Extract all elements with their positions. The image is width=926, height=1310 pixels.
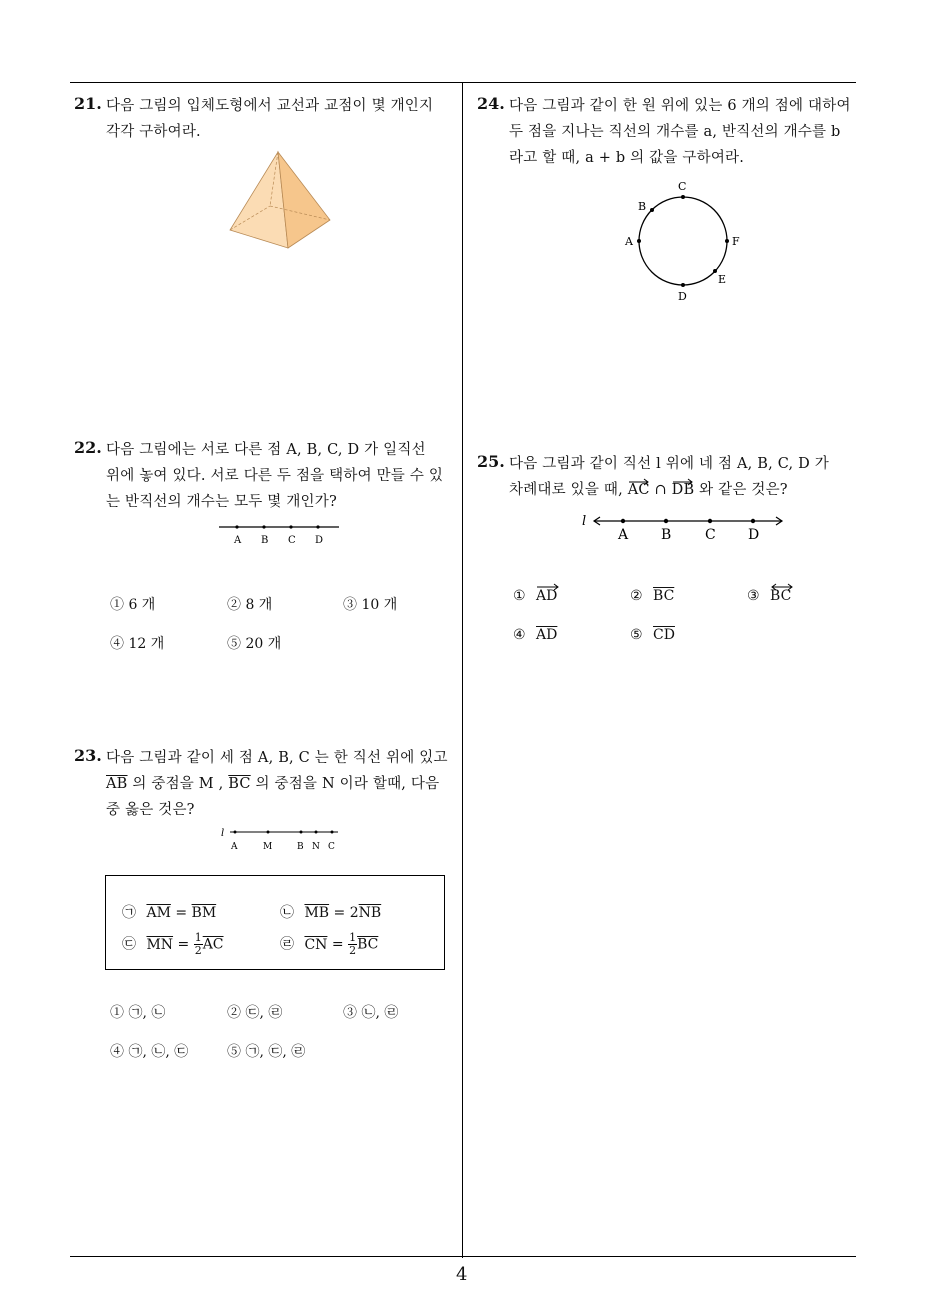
- circle-point-c: C: [678, 180, 687, 193]
- q25-choice-1[interactable]: ① AD: [513, 588, 557, 604]
- point-label-b: B: [261, 535, 269, 546]
- segment-ab: $\overline{AB}$: [106, 776, 128, 792]
- line-name: l: [221, 828, 225, 839]
- question-23-line-3: 중 옳은 것은?: [106, 802, 195, 818]
- q25-choice-2[interactable]: ② $\overline{BC}$: [630, 588, 675, 604]
- question-22-line-3: 는 반직선의 개수는 모두 몇 개인가?: [106, 494, 337, 510]
- circle-point-d: D: [678, 290, 687, 303]
- question-23-line-2: $\overline{AB}$ 의 중점을 M , $\overline{BC}$ 의 중점을 N 이라 할때, 다음: [106, 776, 440, 792]
- line-amb-nc-figure: [218, 824, 343, 854]
- circle-point-a: A: [625, 235, 633, 248]
- circle-point-f: F: [732, 235, 740, 248]
- question-22-line-1: 다음 그림에는 서로 다른 점 A, B, C, D 가 일직선: [106, 442, 426, 458]
- question-22-number: 22.: [74, 438, 102, 457]
- question-21-number: 21.: [74, 94, 102, 113]
- q23-choice-5[interactable]: ⑤ ㉠, ㉢, ㉣: [227, 1044, 306, 1060]
- q23-choice-3[interactable]: ③ ㉡, ㉣: [343, 1005, 399, 1021]
- points-on-line-figure: [215, 520, 345, 550]
- statement-3: ㉢ $\overline{MN}$ = $\frac{1}{2}$ $\overline{AC}$: [122, 931, 224, 957]
- bottom-rule: [70, 1256, 856, 1257]
- q22-choice-2[interactable]: ② 8 개: [227, 597, 273, 613]
- page-number: 4: [456, 1264, 468, 1285]
- statements-box: [105, 875, 445, 970]
- q25-choice-3[interactable]: ③ BC: [747, 588, 791, 604]
- line-abcd-figure: [578, 508, 793, 546]
- q25-choice-5[interactable]: ⑤ $\overline{CD}$: [630, 627, 675, 643]
- statement-4: ㉣ $\overline{CN}$ = $\frac{1}{2}$ $\overline{BC}$: [280, 931, 379, 957]
- line-name: l: [582, 514, 587, 529]
- ray-ac: AC: [627, 482, 650, 498]
- point-label-d: D: [315, 535, 324, 546]
- ray-db: DB: [671, 482, 695, 498]
- question-24-line-1: 다음 그림과 같이 한 원 위에 있는 6 개의 점에 대하여: [509, 98, 851, 114]
- point-label-b: B: [661, 527, 672, 543]
- double-arrow-icon: [770, 583, 794, 591]
- question-24-number: 24.: [477, 94, 505, 113]
- question-21-line-1: 다음 그림의 입체도형에서 교선과 교점이 몇 개인지: [106, 98, 434, 114]
- ray-arrow-icon: [536, 583, 560, 591]
- point-label-c: C: [705, 527, 716, 543]
- q23-choice-2[interactable]: ② ㉢, ㉣: [227, 1005, 283, 1021]
- point-label-c: C: [288, 535, 296, 546]
- question-21-line-2: 각각 구하여라.: [106, 124, 201, 140]
- circle-point-e: E: [718, 273, 727, 286]
- point-label-c: C: [328, 842, 335, 852]
- question-24-line-2: 두 점을 지나는 직선의 개수를 a, 반직선의 개수를 b: [509, 124, 841, 140]
- q22-choice-4[interactable]: ④ 12 개: [110, 636, 165, 652]
- question-23-line-1: 다음 그림과 같이 세 점 A, B, C 는 한 직선 위에 있고: [106, 750, 448, 766]
- q22-choice-1[interactable]: ① 6 개: [110, 597, 156, 613]
- q22-choice-3[interactable]: ③ 10 개: [343, 597, 398, 613]
- statement-1: ㉠ $\overline{AM} = \overline{BM}$: [122, 905, 217, 921]
- q22-choice-5[interactable]: ⑤ 20 개: [227, 636, 282, 652]
- question-25-line-2: 차례대로 있을 때, AC ∩ DB 와 같은 것은?: [509, 478, 788, 499]
- circle-point-b: B: [638, 200, 647, 213]
- segment-bc: $\overline{BC}$: [228, 776, 251, 792]
- point-label-n: N: [312, 842, 320, 852]
- column-divider: [462, 82, 463, 1258]
- point-label-b: B: [297, 842, 304, 852]
- statement-2: ㉡ $\overline{MB} = 2\overline{NB}$: [280, 905, 382, 921]
- point-label-a: A: [231, 842, 238, 852]
- point-label-m: M: [263, 842, 273, 852]
- question-24-line-3: 라고 할 때, a + b 의 값을 구하여라.: [509, 150, 745, 166]
- q23-choice-1[interactable]: ① ㉠, ㉡: [110, 1005, 166, 1021]
- question-25-line-1: 다음 그림과 같이 직선 l 위에 네 점 A, B, C, D 가: [509, 456, 830, 472]
- circle-six-points-figure: [620, 176, 750, 306]
- top-rule: [70, 82, 856, 83]
- question-22-line-2: 위에 놓여 있다. 서로 다른 두 점을 택하여 만들 수 있: [106, 468, 444, 484]
- point-label-d: D: [748, 527, 760, 543]
- pyramid-figure: [222, 148, 337, 254]
- point-label-a: A: [234, 535, 242, 546]
- question-23-number: 23.: [74, 746, 102, 765]
- q23-choice-4[interactable]: ④ ㉠, ㉡, ㉢: [110, 1044, 189, 1060]
- question-25-number: 25.: [477, 452, 505, 471]
- point-label-a: A: [618, 527, 629, 543]
- q25-choice-4[interactable]: ④ $\overline{AD}$: [513, 627, 558, 643]
